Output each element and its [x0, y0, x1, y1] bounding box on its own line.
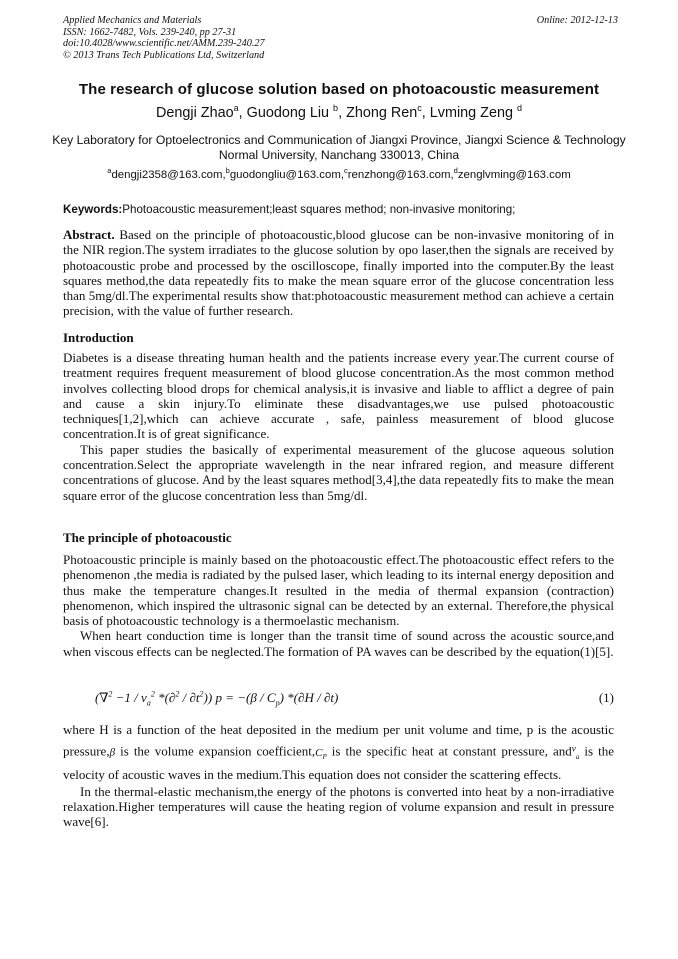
email-list: $^a$dengji2358@163.com,$^b$guodongliu@163.com,$^c$renzhong@163.com,$^d$zenglvming@163.com — [107, 166, 571, 181]
equation-1 — [95, 690, 614, 710]
text-run: where H is a function of the heat deposited in the medium per unit volume and time, p is the acoustic pressure, — [63, 722, 614, 759]
author-name: Guodong Liu — [246, 104, 330, 121]
email-mark: c — [343, 166, 348, 175]
author-name: Lvming Zeng — [429, 104, 513, 121]
author-mark: a — [233, 103, 239, 113]
abstract-text: Based on the principle of photoacoustic,blood glucose can be non-invasive monitoring of in the NIR region.The system irradiates to the glucose solution by opo laser,then the signals are received by photoacoustic probe and processed by the oscilloscope, finally imported into the computer.By the least squares method,the data repeatedly fits to make the mean square error of the glucose concentration less than 5mg/dl.The experimental results show that:photoacoustic measurement method can achieve a certain precision, with the value of further research. — [63, 227, 614, 319]
author-name: Zhong Ren — [346, 104, 418, 121]
email-mark: a — [107, 166, 112, 175]
equation-number: (1) — [598, 690, 614, 705]
paragraph — [63, 721, 614, 784]
principle-heading: The principle of photoacoustic — [63, 530, 232, 545]
issn-line: ISSN: 1662-7482, Vols. 239-240, pp 27-31 — [63, 26, 237, 38]
paragraph: In the thermal-elastic mechanism,the energy of the photons is converted into heat by a non-irradiative relaxation.Higher temperatures will cause the heating region of volume expansion and result in pressure wave[6]. — [63, 783, 614, 830]
cp-symbol: $C_P$ — [315, 746, 327, 761]
principle-body — [63, 552, 614, 659]
email-mark: b — [225, 166, 230, 175]
author-mark: d — [516, 103, 522, 113]
equation-formula: ($\nabla^2 -1 / \nu_a^2$ $*(\partial^2 / \partial t^2)$) $p = -(\beta / C_p)$ *(∂H / ∂t) — [95, 690, 339, 708]
email-address[interactable]: dengji2358@163.com — [111, 168, 223, 181]
keywords-text: Photoacoustic measurement;least squares method; non-invasive monitoring; — [122, 203, 516, 216]
copyright-line: © 2013 Trans Tech Publications Ltd, Switzerland — [63, 49, 265, 61]
keywords-label: Keywords: — [63, 203, 123, 216]
paragraph: When heart conduction time is longer than the transit time of sound across the acoustic source,and when viscous effects can be neglected.The formation of PA waves can be described by the equation(1)[5]. — [63, 628, 614, 659]
paper-title: The research of glucose solution based on photoacoustic measurement — [78, 81, 600, 98]
affiliation: Key Laboratory for Optoelectronics and Communication of Jiangxi Province, Jiangxi Science & Technology Normal University, Nanchang 330013, China — [52, 133, 626, 162]
author-list: Dengji Zhao$^a$, Guodong Liu $^b$, Zhong Ren$^c$, Lvming Zeng $^d$ — [156, 103, 522, 121]
text-run: is the velocity of acoustic waves in the medium.This equation does not consider the scattering effects. — [63, 743, 614, 782]
abstract-label: Abstract. — [63, 227, 115, 242]
text-run: is the specific heat at constant pressure, and — [326, 743, 572, 759]
paragraph: Diabetes is a disease threating human health and the patients increase every year.The current course of treatment requires frequent measurement of blood glucose concentration.As the most common method involves collecting blood drops for chemical analysis,it is invasive and liable to afflict a degree of pain and cause a skin injury.To eliminate these disadvantages,we use pulsed photoacoustic techniques[1,2],which can achieve accurate , safe, painless measurement of blood glucose concentration.It is of great significance. — [63, 350, 614, 442]
text-run: is the volume expansion coefficient, — [115, 743, 316, 759]
author-mark: b — [333, 103, 339, 113]
introduction-heading: Introduction — [63, 330, 134, 345]
keywords — [63, 203, 623, 216]
email-mark: d — [453, 166, 458, 175]
journal-name: Applied Mechanics and Materials — [63, 15, 202, 26]
email-address[interactable]: guodongliu@163.com — [229, 168, 341, 181]
introduction-body — [63, 350, 614, 503]
abstract — [63, 227, 614, 319]
paragraph: Photoacoustic principle is mainly based on the photoacoustic effect.The photoacoustic effect refers to the phenomenon ,the media is radiated by the pulsed laser, which leading to its internal energy deposition and thus make the temperature changes.It resulted in the media of thermal expansion (contraction) phenomenon, which inspired the ultrasonic signal can be detected by an external. Therefore,the physical basis of photoacoustic technology is a thermoelastic mechanism. — [63, 552, 614, 629]
author-name: Dengji Zhao — [156, 104, 234, 121]
equation-explanation — [63, 721, 614, 830]
journal-meta — [63, 15, 623, 61]
online-date: Online: 2012-12-13 — [536, 15, 618, 26]
beta-symbol: β — [109, 746, 116, 759]
doi-line: doi:10.4028/www.scientific.net/AMM.239-240.27 — [63, 38, 265, 50]
va-symbol: $^\nu_a$ — [571, 743, 580, 761]
author-mark: c — [417, 103, 422, 113]
email-address[interactable]: renzhong@163.com — [347, 168, 451, 181]
paragraph: This paper studies the basically of experimental measurement of the glucose aqueous solution concentration.Select the appropriate wavelength in the near infrared region, and measure different concentrations of glucose. And by the least squares method[3,4],the data repeatedly fits to make the mean square error of the glucose concentration less than 5mg/dl. — [63, 441, 614, 503]
email-address[interactable]: zenglvming@163.com — [457, 168, 571, 181]
